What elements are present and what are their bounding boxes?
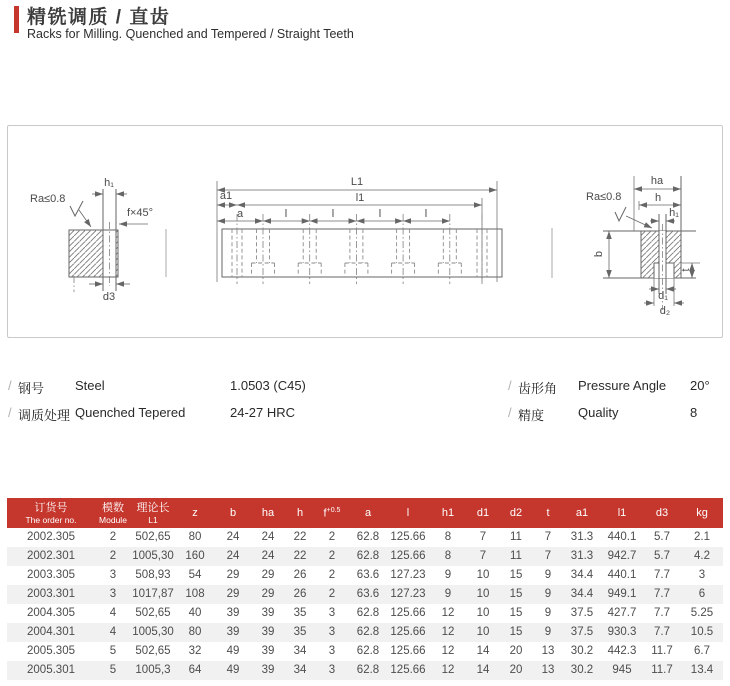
cell: 80 xyxy=(188,531,202,543)
cell: 5.7 xyxy=(654,531,670,543)
surface-finish-label-left: Ra≤0.8 xyxy=(30,193,66,205)
cell: 125.66 xyxy=(390,531,426,543)
cell: 30.2 xyxy=(570,645,594,657)
cell: 39 xyxy=(226,626,240,638)
cell: 2 xyxy=(109,531,117,543)
cell: 15 xyxy=(509,607,523,619)
cell: 930.3 xyxy=(607,626,637,638)
cell: 24 xyxy=(261,550,275,562)
col-header-l1 xyxy=(601,498,643,528)
cell: 10 xyxy=(476,569,490,581)
cell: 54 xyxy=(188,569,202,581)
spec-label-cn: 精度 xyxy=(518,408,545,423)
dim-label-l1: l1 xyxy=(355,192,365,204)
cell: 11.7 xyxy=(651,664,673,676)
cell: 7.7 xyxy=(654,626,670,638)
col-header-label: h xyxy=(296,507,304,519)
spec-row-heat-treatment xyxy=(8,405,438,423)
spec-label-cn: 钢号 xyxy=(18,381,45,396)
cell: 64 xyxy=(188,664,202,676)
cell: 24 xyxy=(261,531,275,543)
table-row xyxy=(7,623,723,642)
cell: 29 xyxy=(261,588,275,600)
cell: 440.1 xyxy=(607,531,637,543)
page-subtitle: Racks for Milling. Quenched and Tempered / Straight Teeth xyxy=(27,27,354,41)
cell: 125.66 xyxy=(390,626,426,638)
dim-label-h: h xyxy=(654,192,662,204)
cell: 9 xyxy=(444,588,452,600)
technical-drawing xyxy=(8,126,722,337)
cell: 26 xyxy=(293,588,307,600)
drawing-panel xyxy=(7,125,723,338)
col-header-label: d2 xyxy=(509,507,523,519)
cell: 2 xyxy=(328,550,336,562)
col-header-label: l xyxy=(406,507,410,519)
col-header-t xyxy=(533,498,563,528)
col-header-label: a1 xyxy=(575,507,589,519)
cell: 7.7 xyxy=(654,607,670,619)
cell: 2 xyxy=(328,588,336,600)
cell: 125.66 xyxy=(390,550,426,562)
dim-label-l: l xyxy=(284,208,288,220)
cell: 427.7 xyxy=(607,607,637,619)
cell: 62.8 xyxy=(356,550,380,562)
cell: 125.66 xyxy=(390,664,426,676)
cell: 13.4 xyxy=(690,664,714,676)
cell: 14 xyxy=(476,645,490,657)
cell: 62.8 xyxy=(356,664,380,676)
cell: 22 xyxy=(293,531,307,543)
cell: 63.6 xyxy=(356,569,380,581)
cell: 12 xyxy=(441,626,455,638)
cell-order-no: 2003.301 xyxy=(27,588,75,600)
cell: 10 xyxy=(476,626,490,638)
spec-label-cn: 调质处理 xyxy=(18,408,71,423)
cell: 108 xyxy=(185,588,205,600)
cell: 2 xyxy=(328,569,336,581)
cell: 37.5 xyxy=(570,607,594,619)
cell: 942.7 xyxy=(607,550,637,562)
rack-side-view xyxy=(217,176,502,284)
table-row xyxy=(7,642,723,661)
cell: 37.5 xyxy=(570,626,594,638)
spec-label-cn: 齿形角 xyxy=(518,381,558,396)
table-row xyxy=(7,528,723,547)
col-header-l xyxy=(387,498,429,528)
col-header-b xyxy=(215,498,251,528)
col-header-ha xyxy=(251,498,285,528)
cell: 5 xyxy=(109,664,117,676)
dim-label-l: l xyxy=(331,208,335,220)
cell: 2 xyxy=(109,550,117,562)
col-header-h1 xyxy=(429,498,467,528)
cell: 9 xyxy=(544,626,552,638)
cell: 1005,30 xyxy=(132,626,174,638)
dim-label-h1-right: h₁ xyxy=(669,207,679,219)
cell: 26 xyxy=(293,569,307,581)
table-body xyxy=(7,528,723,680)
cell: 29 xyxy=(226,588,240,600)
col-header-label: b xyxy=(229,507,237,519)
col-header-tolerance: +0.5 xyxy=(326,506,341,514)
cell: 7 xyxy=(479,531,487,543)
cell: 31.3 xyxy=(570,550,594,562)
table-row xyxy=(7,585,723,604)
cell: 29 xyxy=(226,569,240,581)
cell: 949.1 xyxy=(607,588,637,600)
cell: 5 xyxy=(109,645,117,657)
dim-label-a: a xyxy=(236,208,244,220)
cell: 11.7 xyxy=(651,645,673,657)
col-header-d1 xyxy=(467,498,499,528)
col-header-h xyxy=(285,498,315,528)
cell: 125.66 xyxy=(390,645,426,657)
cell: 34.4 xyxy=(570,569,594,581)
col-header-d2 xyxy=(499,498,533,528)
cell: 15 xyxy=(509,588,523,600)
cell: 127.23 xyxy=(390,588,426,600)
cell: 3 xyxy=(328,607,336,619)
dim-label-ha: ha xyxy=(650,175,664,187)
spec-label-en: Quality xyxy=(578,405,619,420)
cell: 440.1 xyxy=(607,569,637,581)
cell-order-no: 2004.301 xyxy=(27,626,75,638)
dim-label-d2: d₂ xyxy=(659,305,671,317)
cell: 39 xyxy=(226,607,240,619)
cell: 20 xyxy=(509,645,523,657)
cell: 2 xyxy=(328,531,336,543)
cell: 4 xyxy=(109,626,117,638)
cell: 34 xyxy=(293,645,307,657)
spec-label-en: Steel xyxy=(75,378,105,393)
spec-row-pressure-angle xyxy=(508,378,723,396)
product-table xyxy=(7,498,723,680)
spec-slash: / xyxy=(8,378,12,393)
col-header-en: Module xyxy=(99,514,127,525)
col-header-label: kg xyxy=(696,507,708,519)
col-header-en: L1 xyxy=(148,514,158,525)
cell: 39 xyxy=(261,607,275,619)
cell: 8 xyxy=(444,550,452,562)
cell: 10.5 xyxy=(690,626,714,638)
dim-label-h1-left: h₁ xyxy=(104,177,114,189)
cell-order-no: 2005.301 xyxy=(27,664,75,676)
right-section-view xyxy=(586,175,700,317)
page-title: 精铣调质 / 直齿 xyxy=(27,7,171,28)
spec-row-steel xyxy=(8,378,438,396)
col-header-label: d3 xyxy=(655,507,669,519)
cell: 13 xyxy=(541,645,555,657)
cell: 12 xyxy=(441,645,455,657)
cell: 508,93 xyxy=(135,569,171,581)
cell: 62.8 xyxy=(356,645,380,657)
table-row xyxy=(7,604,723,623)
cell: 15 xyxy=(509,626,523,638)
cell: 34 xyxy=(293,664,307,676)
cell: 29 xyxy=(261,569,275,581)
cell: 7.7 xyxy=(654,569,670,581)
cell: 3 xyxy=(109,588,117,600)
cell: 20 xyxy=(509,664,523,676)
surface-finish-icon xyxy=(615,207,626,221)
cell: 3 xyxy=(328,645,336,657)
cell: 12 xyxy=(441,607,455,619)
col-header-label: ha xyxy=(261,507,275,519)
cell: 11 xyxy=(510,531,522,543)
col-header-cn: 订货号 xyxy=(34,501,68,514)
cell: 12 xyxy=(441,664,455,676)
cell: 5.7 xyxy=(654,550,670,562)
cell: 2.1 xyxy=(694,531,710,543)
col-header-module xyxy=(95,498,131,528)
cell: 13 xyxy=(541,664,555,676)
cell: 9 xyxy=(444,569,452,581)
cell: 14 xyxy=(476,664,490,676)
cell: 49 xyxy=(226,645,240,657)
cell: 3 xyxy=(328,626,336,638)
surface-finish-icon xyxy=(70,201,83,216)
col-header-label: l1 xyxy=(617,507,627,519)
cell: 442.3 xyxy=(607,645,637,657)
cell: 11 xyxy=(510,550,522,562)
table-row xyxy=(7,566,723,585)
dim-label-l: l xyxy=(378,208,382,220)
spec-value: 24-27 HRC xyxy=(230,405,296,420)
cell: 7 xyxy=(544,550,552,562)
col-header-label: a xyxy=(364,507,372,519)
cell: 80 xyxy=(188,626,202,638)
spec-slash: / xyxy=(8,405,12,420)
cell: 39 xyxy=(261,626,275,638)
cell: 40 xyxy=(188,607,202,619)
surface-finish-label-right: Ra≤0.8 xyxy=(586,191,622,203)
cell: 63.6 xyxy=(356,588,380,600)
col-header-label: h1 xyxy=(441,507,455,519)
cell: 7 xyxy=(479,550,487,562)
spec-slash: / xyxy=(508,405,512,420)
col-header-d3 xyxy=(643,498,681,528)
col-header-l1-theoretical xyxy=(131,498,175,528)
col-header-f xyxy=(315,498,349,528)
cell: 945 xyxy=(612,664,632,676)
cell-order-no: 2005.305 xyxy=(27,645,75,657)
spec-value: 20° xyxy=(690,378,710,393)
cell: 62.8 xyxy=(356,607,380,619)
dim-label-chamfer: f×45° xyxy=(126,207,154,219)
dim-label-b: b xyxy=(593,250,605,258)
dim-label-d3: d3 xyxy=(102,291,116,303)
col-header-label: z xyxy=(192,507,198,519)
cell: 1005,3 xyxy=(135,664,171,676)
cell: 34.4 xyxy=(570,588,594,600)
cell: 9 xyxy=(544,588,552,600)
col-header-label: f xyxy=(323,507,327,520)
col-header-label: d1 xyxy=(476,507,490,519)
dim-label-a1: a1 xyxy=(219,190,233,202)
cell: 3 xyxy=(109,569,117,581)
cell: 24 xyxy=(226,531,240,543)
left-section-view xyxy=(30,177,153,303)
col-header-cn: 模数 xyxy=(102,501,124,514)
col-header-z xyxy=(175,498,215,528)
cell: 8 xyxy=(444,531,452,543)
cell: 7 xyxy=(544,531,552,543)
cell: 39 xyxy=(261,645,275,657)
cell: 3 xyxy=(698,569,706,581)
col-header-order-no xyxy=(7,498,95,528)
col-header-a xyxy=(349,498,387,528)
cell: 24 xyxy=(226,550,240,562)
cell-order-no: 2002.305 xyxy=(27,531,75,543)
cell-order-no: 2003.305 xyxy=(27,569,75,581)
cell: 1017,87 xyxy=(132,588,174,600)
spec-value: 1.0503 (C45) xyxy=(230,378,306,393)
cell: 32 xyxy=(188,645,202,657)
cell: 62.8 xyxy=(356,531,380,543)
spec-slash: / xyxy=(508,378,512,393)
cell: 502,65 xyxy=(135,531,171,543)
cell: 502,65 xyxy=(135,607,171,619)
dim-label-t: t xyxy=(680,268,692,272)
cell: 6.7 xyxy=(694,645,710,657)
cell: 127.23 xyxy=(390,569,426,581)
cell: 502,65 xyxy=(135,645,171,657)
cell: 9 xyxy=(544,607,552,619)
dim-label-L1: L1 xyxy=(350,176,364,188)
cell: 62.8 xyxy=(356,626,380,638)
cell: 49 xyxy=(226,664,240,676)
dim-label-l: l xyxy=(424,208,428,220)
cell: 1005,30 xyxy=(132,550,174,562)
spec-value: 8 xyxy=(690,405,698,420)
cell: 22 xyxy=(293,550,307,562)
cell: 30.2 xyxy=(570,664,594,676)
table-header-row xyxy=(7,498,723,528)
dim-label-d1: d₁ xyxy=(658,290,668,302)
cell: 7.7 xyxy=(654,588,670,600)
cell: 35 xyxy=(293,607,307,619)
cell: 10 xyxy=(476,607,490,619)
cell: 15 xyxy=(509,569,523,581)
cell: 31.3 xyxy=(570,531,594,543)
col-header-label: t xyxy=(546,507,550,519)
col-header-a1 xyxy=(563,498,601,528)
col-header-en: The order no. xyxy=(25,514,77,525)
spec-row-quality xyxy=(508,405,723,423)
table-row xyxy=(7,661,723,680)
cell: 3 xyxy=(328,664,336,676)
cell: 160 xyxy=(185,550,205,562)
spec-label-en: Quenched Tepered xyxy=(75,405,186,420)
col-header-kg xyxy=(681,498,723,528)
cell: 10 xyxy=(476,588,490,600)
cell: 125.66 xyxy=(390,607,426,619)
title-accent-bar xyxy=(14,6,19,33)
cell: 35 xyxy=(293,626,307,638)
table-row xyxy=(7,547,723,566)
cell: 4.2 xyxy=(694,550,710,562)
cell-order-no: 2002.301 xyxy=(27,550,75,562)
cell: 39 xyxy=(261,664,275,676)
cell: 9 xyxy=(544,569,552,581)
cell: 5.25 xyxy=(690,607,714,619)
col-header-cn: 理论长 xyxy=(136,501,170,514)
cell: 6 xyxy=(698,588,706,600)
cell: 4 xyxy=(109,607,117,619)
rack-mounting-holes xyxy=(232,214,487,284)
spec-label-en: Pressure Angle xyxy=(578,378,667,393)
cell-order-no: 2004.305 xyxy=(27,607,75,619)
